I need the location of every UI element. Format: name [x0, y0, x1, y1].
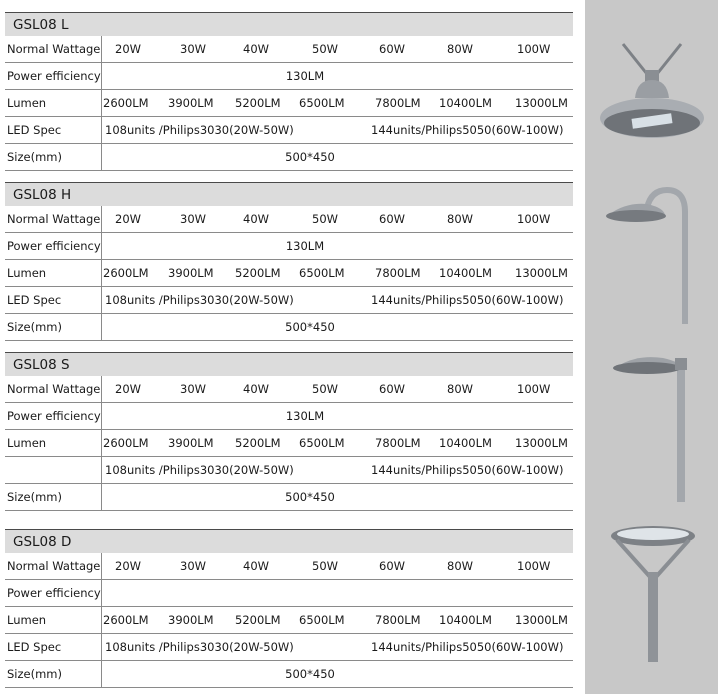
led-spec-low: 108units /Philips3030(20W-50W) [105, 463, 294, 477]
wattage-value: 60W [379, 42, 406, 56]
led-spec-low: 108units /Philips3030(20W-50W) [105, 123, 294, 137]
size-row [5, 144, 573, 171]
lumen-value: 13000LM [515, 436, 568, 450]
wattage-value: 100W [517, 212, 551, 226]
led-spec-high: 144units/Philips5050(60W-100W) [371, 123, 564, 137]
lumen-row [5, 90, 573, 117]
lumen-row [5, 260, 573, 287]
efficiency-label: Power efficiency [7, 580, 102, 606]
lumen-value: 10400LM [439, 436, 492, 450]
wattage-value: 80W [447, 559, 474, 573]
lumen-value: 2600LM [103, 613, 149, 627]
size-value: 500*450 [285, 490, 335, 504]
wattage-value: 20W [115, 559, 142, 573]
efficiency-label: Power efficiency [7, 403, 102, 429]
lumen-value: 7800LM [375, 613, 421, 627]
wattage-row [5, 206, 573, 233]
product-image-panel [585, 0, 718, 694]
lumen-value: 7800LM [375, 266, 421, 280]
lumen-value: 6500LM [299, 96, 345, 110]
spec-section [5, 352, 573, 511]
wattage-row [5, 553, 573, 580]
wattage-value: 30W [180, 42, 207, 56]
lumen-value: 10400LM [439, 266, 492, 280]
lumen-value: 7800LM [375, 96, 421, 110]
wattage-value: 100W [517, 382, 551, 396]
efficiency-label: Power efficiency [7, 63, 102, 89]
led-spec-high: 144units/Philips5050(60W-100W) [371, 293, 564, 307]
lumen-value: 3900LM [168, 266, 214, 280]
lumen-label: Lumen [7, 90, 102, 116]
lumen-value: 3900LM [168, 96, 214, 110]
wattage-value: 60W [379, 382, 406, 396]
efficiency-row [5, 233, 573, 260]
efficiency-row [5, 403, 573, 430]
led-label: LED Spec [7, 117, 102, 143]
wattage-value: 60W [379, 212, 406, 226]
section-title: GSL08 D [5, 529, 573, 553]
lumen-value: 3900LM [168, 436, 214, 450]
wattage-value: 20W [115, 212, 142, 226]
lumen-label: Lumen [7, 430, 102, 456]
wattage-label: Normal Wattage [7, 376, 102, 402]
led-row [5, 634, 573, 661]
wattage-label: Normal Wattage [7, 206, 102, 232]
wattage-value: 80W [447, 212, 474, 226]
wattage-value: 30W [180, 212, 207, 226]
wattage-value: 20W [115, 382, 142, 396]
size-label: Size(mm) [7, 314, 102, 340]
wattage-label: Normal Wattage [7, 36, 102, 62]
lumen-value: 7800LM [375, 436, 421, 450]
wattage-value: 30W [180, 559, 207, 573]
led-label: LED Spec [7, 634, 102, 660]
led-spec-high: 144units/Philips5050(60W-100W) [371, 463, 564, 477]
led-row [5, 117, 573, 144]
wattage-row [5, 376, 573, 403]
efficiency-row [5, 63, 573, 90]
lumen-row [5, 607, 573, 634]
size-row [5, 314, 573, 341]
wattage-value: 50W [312, 212, 339, 226]
wattage-value: 80W [447, 42, 474, 56]
lumen-value: 2600LM [103, 266, 149, 280]
spec-section [5, 12, 573, 171]
lumen-value: 10400LM [439, 96, 492, 110]
lumen-label: Lumen [7, 260, 102, 286]
wattage-value: 40W [243, 559, 270, 573]
wattage-value: 50W [312, 42, 339, 56]
efficiency-label: Power efficiency [7, 233, 102, 259]
section-title: GSL08 L [5, 12, 573, 36]
lumen-value: 2600LM [103, 436, 149, 450]
led-spec-high: 144units/Philips5050(60W-100W) [371, 640, 564, 654]
wattage-value: 20W [115, 42, 142, 56]
size-label: Size(mm) [7, 144, 102, 170]
lumen-value: 5200LM [235, 436, 281, 450]
lumen-value: 6500LM [299, 436, 345, 450]
size-row [5, 484, 573, 511]
wattage-value: 50W [312, 559, 339, 573]
led-row [5, 287, 573, 314]
led-spec-low: 108units /Philips3030(20W-50W) [105, 293, 294, 307]
efficiency-value: 130LM [285, 69, 325, 83]
wattage-value: 40W [243, 212, 270, 226]
lumen-row [5, 430, 573, 457]
lumen-label: Lumen [7, 607, 102, 633]
led-row [5, 457, 573, 484]
fixture-image-s [585, 350, 718, 505]
efficiency-row [5, 580, 573, 607]
lumen-value: 5200LM [235, 613, 281, 627]
size-value: 500*450 [285, 150, 335, 164]
size-value: 500*450 [285, 667, 335, 681]
wattage-value: 100W [517, 42, 551, 56]
lumen-value: 13000LM [515, 96, 568, 110]
lumen-value: 13000LM [515, 266, 568, 280]
fixture-image-l [585, 38, 718, 148]
lumen-value: 5200LM [235, 266, 281, 280]
led-label [7, 457, 102, 483]
efficiency-value: 130LM [285, 409, 325, 423]
led-label: LED Spec [7, 287, 102, 313]
lumen-value: 13000LM [515, 613, 568, 627]
wattage-value: 30W [180, 382, 207, 396]
lumen-value: 3900LM [168, 613, 214, 627]
section-title: GSL08 H [5, 182, 573, 206]
lumen-value: 6500LM [299, 613, 345, 627]
size-row [5, 661, 573, 688]
lumen-value: 10400LM [439, 613, 492, 627]
wattage-value: 40W [243, 42, 270, 56]
spec-section [5, 529, 573, 688]
wattage-value: 80W [447, 382, 474, 396]
wattage-label: Normal Wattage [7, 553, 102, 579]
fixture-image-d [585, 522, 718, 664]
wattage-value: 50W [312, 382, 339, 396]
lumen-value: 5200LM [235, 96, 281, 110]
size-label: Size(mm) [7, 484, 102, 510]
led-spec-low: 108units /Philips3030(20W-50W) [105, 640, 294, 654]
wattage-row [5, 36, 573, 63]
fixture-image-h [585, 182, 718, 327]
size-label: Size(mm) [7, 661, 102, 687]
section-title: GSL08 S [5, 352, 573, 376]
efficiency-value: 130LM [285, 239, 325, 253]
wattage-value: 100W [517, 559, 551, 573]
spec-section [5, 182, 573, 341]
wattage-value: 60W [379, 559, 406, 573]
lumen-value: 2600LM [103, 96, 149, 110]
wattage-value: 40W [243, 382, 270, 396]
lumen-value: 6500LM [299, 266, 345, 280]
size-value: 500*450 [285, 320, 335, 334]
